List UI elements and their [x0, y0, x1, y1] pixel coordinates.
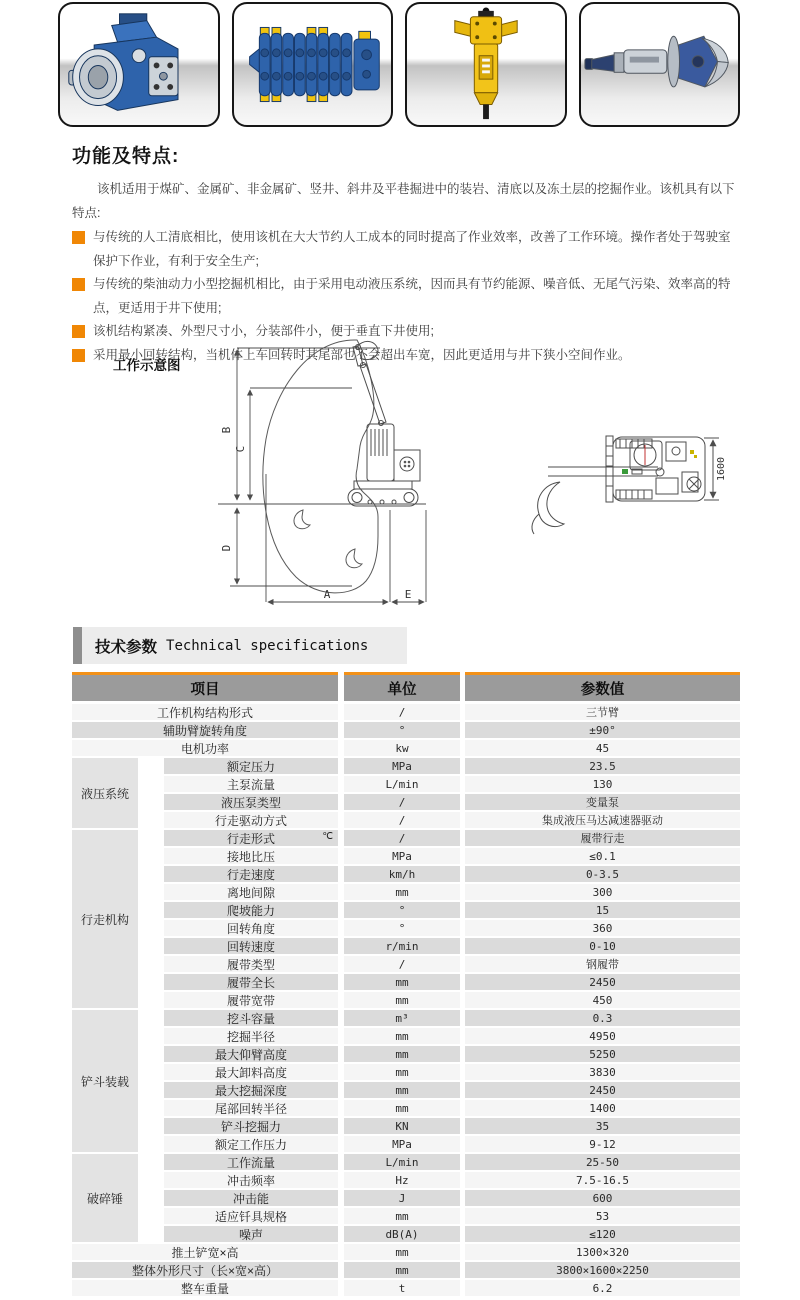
working-range-diagram — [60, 334, 740, 623]
product-photo-valve-block — [232, 2, 394, 127]
specs-title-en: Technical specifications — [166, 637, 369, 654]
specs-table-body — [72, 704, 740, 1298]
spec-value: ≤0.1 — [465, 848, 740, 864]
features-heading: 功能及特点: — [72, 146, 180, 167]
spec-unit: / — [344, 794, 460, 810]
spec-label: 挖掘半径 — [164, 1028, 338, 1044]
spec-unit: ° — [344, 902, 460, 918]
spec-value: 1400 — [465, 1100, 740, 1116]
feature-text: 与传统的柴油动力小型挖掘机相比，由于采用电动液压系统，因而具有节约能源、噪音低、无尾气污染、效率高的特点，更适用于井下使用; — [93, 277, 731, 315]
spec-unit: mm — [344, 1100, 460, 1116]
spec-unit: km/h — [344, 866, 460, 882]
spec-unit: MPa — [344, 758, 460, 774]
working-diagram-section — [60, 334, 740, 623]
specs-title-block — [73, 627, 407, 664]
spec-unit: mm — [344, 1244, 460, 1260]
spec-unit: mm — [344, 1082, 460, 1098]
spec-value: 9-12 — [465, 1136, 740, 1152]
dim-label-c: C — [234, 445, 247, 453]
feature-item — [72, 226, 738, 273]
feature-text: 该机结构紧凑、外型尺寸小，分装部件小，便于垂直下井使用; — [93, 324, 434, 338]
spec-value: 3800×1600×2250 — [465, 1262, 740, 1278]
spec-label: 履带类型 — [164, 956, 338, 972]
dim-label-b: B — [220, 426, 233, 434]
dim-label-d: D — [220, 544, 233, 552]
spec-label: 最大仰臂高度 — [164, 1046, 338, 1062]
spec-value: 300 — [465, 884, 740, 900]
spec-label: 离地间隙 — [164, 884, 338, 900]
header-item: 项目 — [72, 672, 338, 701]
spec-value: 45 — [465, 740, 740, 756]
spec-group-label: 破碎锤 — [72, 1154, 138, 1242]
spec-value: 23.5 — [465, 758, 740, 774]
spec-label: 挖斗容量 — [164, 1010, 338, 1026]
spec-value: 53 — [465, 1208, 740, 1224]
spec-group-label: 行走机构 — [72, 830, 138, 1008]
diagram-title: 工作示意图 — [113, 358, 181, 373]
spec-value: 6.2 — [465, 1280, 740, 1296]
dim-label-machine-width: 1600 — [716, 456, 727, 482]
spec-value: 3830 — [465, 1064, 740, 1080]
product-photo-hydraulic-pump — [58, 2, 220, 127]
spec-value: ≤120 — [465, 1226, 740, 1242]
spec-label: 噪声 — [164, 1226, 338, 1242]
header-unit: 单位 — [344, 672, 460, 701]
specs-title-cn: 技术参数 — [95, 638, 158, 656]
spec-unit: mm — [344, 884, 460, 900]
spec-unit: L/min — [344, 776, 460, 792]
spec-label: 电机功率 — [72, 740, 338, 756]
spec-label: 整车重量 — [72, 1280, 338, 1296]
spec-value: 钢履带 — [465, 956, 740, 972]
spec-label: 整体外形尺寸（长×宽×高） — [72, 1262, 338, 1278]
spec-label: 履带宽带 — [164, 992, 338, 1008]
spec-value: 履带行走 — [465, 830, 740, 846]
spec-label: 工作流量 — [164, 1154, 338, 1170]
spec-unit: mm — [344, 1208, 460, 1224]
spec-unit: r/min — [344, 938, 460, 954]
excavator-side-view — [348, 341, 420, 506]
bullet-marker — [72, 278, 85, 291]
spec-value: 1300×320 — [465, 1244, 740, 1260]
spec-unit: KN — [344, 1118, 460, 1134]
spec-unit: mm — [344, 1046, 460, 1062]
spec-label: 尾部回转半径 — [164, 1100, 338, 1116]
spec-value: 集成液压马达减速器驱动 — [465, 812, 740, 828]
spec-value: 450 — [465, 992, 740, 1008]
spec-unit: m³ — [344, 1010, 460, 1026]
bullet-marker — [72, 231, 85, 244]
spec-label: 冲击频率 — [164, 1172, 338, 1188]
dim-label-a: A — [323, 588, 331, 601]
spec-unit: / — [344, 812, 460, 828]
spec-value: 7.5-16.5 — [465, 1172, 740, 1188]
spec-label: 额定压力 — [164, 758, 338, 774]
spec-value: 360 — [465, 920, 740, 936]
spec-label: 铲斗挖掘力 — [164, 1118, 338, 1134]
spec-value: ±90° — [465, 722, 740, 738]
spec-label: 最大挖掘深度 — [164, 1082, 338, 1098]
spec-unit: mm — [344, 1262, 460, 1278]
spreader-tool-illustration — [581, 6, 737, 123]
product-photo-strip — [58, 2, 740, 127]
product-photo-hydraulic-breaker — [405, 2, 567, 127]
spec-label: 接地比压 — [164, 848, 338, 864]
dim-label-e: E — [404, 588, 412, 601]
feature-text: 采用最小回转结构，当机体上车回转时其尾部也不会超出车宽，因此更适用与井下狭小空间作业。 — [93, 347, 631, 362]
spec-value: 三节臂 — [465, 704, 740, 720]
title-accent-bar — [73, 627, 82, 664]
spec-label: 冲击能 — [164, 1190, 338, 1206]
hydraulic-breaker-illustration — [408, 6, 564, 123]
spec-label-suffix: ℃ — [322, 831, 333, 842]
feature-item — [72, 273, 738, 320]
spec-group-label: 液压系统 — [72, 758, 138, 828]
feature-text: 与传统的人工清底相比，使用该机在大大节约人工成本的同时提高了作业效率，改善了工作环境。操作者处于驾驶室保护下作业，有利于安全生产; — [93, 230, 731, 268]
spec-value: 2450 — [465, 1082, 740, 1098]
spec-label: 液压泵类型 — [164, 794, 338, 810]
spec-unit: / — [344, 830, 460, 846]
spec-label: 辅助臂旋转角度 — [72, 722, 338, 738]
spec-label: 主泵流量 — [164, 776, 338, 792]
spec-label: 回转角度 — [164, 920, 338, 936]
spec-unit: / — [344, 704, 460, 720]
spec-unit: dB(A) — [344, 1226, 460, 1242]
spec-unit: mm — [344, 992, 460, 1008]
spec-value: 0-3.5 — [465, 866, 740, 882]
spec-label: 额定工作压力 — [164, 1136, 338, 1152]
spec-value: 0.3 — [465, 1010, 740, 1026]
spec-unit: / — [344, 956, 460, 972]
spec-unit: mm — [344, 974, 460, 990]
spec-unit: MPa — [344, 848, 460, 864]
spec-value: 130 — [465, 776, 740, 792]
header-value: 参数值 — [465, 672, 740, 701]
spec-value: 4950 — [465, 1028, 740, 1044]
spec-value: 0-10 — [465, 938, 740, 954]
spec-unit: mm — [344, 1028, 460, 1044]
spec-value: 25-50 — [465, 1154, 740, 1170]
spec-label: 行走形式 ℃ — [164, 830, 338, 846]
specs-table-header — [72, 672, 740, 701]
spec-unit: ° — [344, 722, 460, 738]
spec-unit: MPa — [344, 1136, 460, 1152]
spec-label: 适应钎具规格 — [164, 1208, 338, 1224]
spec-label: 行走速度 — [164, 866, 338, 882]
spec-label: 工作机构结构形式 — [72, 704, 338, 720]
valve-block-illustration — [234, 6, 390, 123]
spec-value: 600 — [465, 1190, 740, 1206]
working-envelope-curve — [263, 340, 378, 593]
spec-unit: J — [344, 1190, 460, 1206]
spec-label: 最大卸料高度 — [164, 1064, 338, 1080]
spec-group-label: 铲斗装载 — [72, 1010, 138, 1152]
spec-label: 推土铲宽×高 — [72, 1244, 338, 1260]
spec-value: 2450 — [465, 974, 740, 990]
spec-value: 变量泵 — [465, 794, 740, 810]
features-intro: 该机适用于煤矿、金属矿、非金属矿、竖井、斜井及平巷掘进中的装岩、清底以及冻土层的挖掘作业。该机具有以下特点: — [72, 182, 735, 220]
spec-unit: L/min — [344, 1154, 460, 1170]
spec-unit: Hz — [344, 1172, 460, 1188]
hydraulic-pump-illustration — [61, 6, 217, 123]
spec-value: 5250 — [465, 1046, 740, 1062]
spec-unit: ° — [344, 920, 460, 936]
spec-label: 行走驱动方式 — [164, 812, 338, 828]
product-photo-spreader-tool — [579, 2, 741, 127]
spec-unit: kw — [344, 740, 460, 756]
spec-value: 35 — [465, 1118, 740, 1134]
excavator-top-view — [532, 436, 719, 534]
dimension-lines — [218, 348, 426, 602]
spec-unit: mm — [344, 1064, 460, 1080]
spec-label: 回转速度 — [164, 938, 338, 954]
spec-unit: t — [344, 1280, 460, 1296]
spec-label: 履带全长 — [164, 974, 338, 990]
spec-value: 15 — [465, 902, 740, 918]
spec-label: 爬坡能力 — [164, 902, 338, 918]
